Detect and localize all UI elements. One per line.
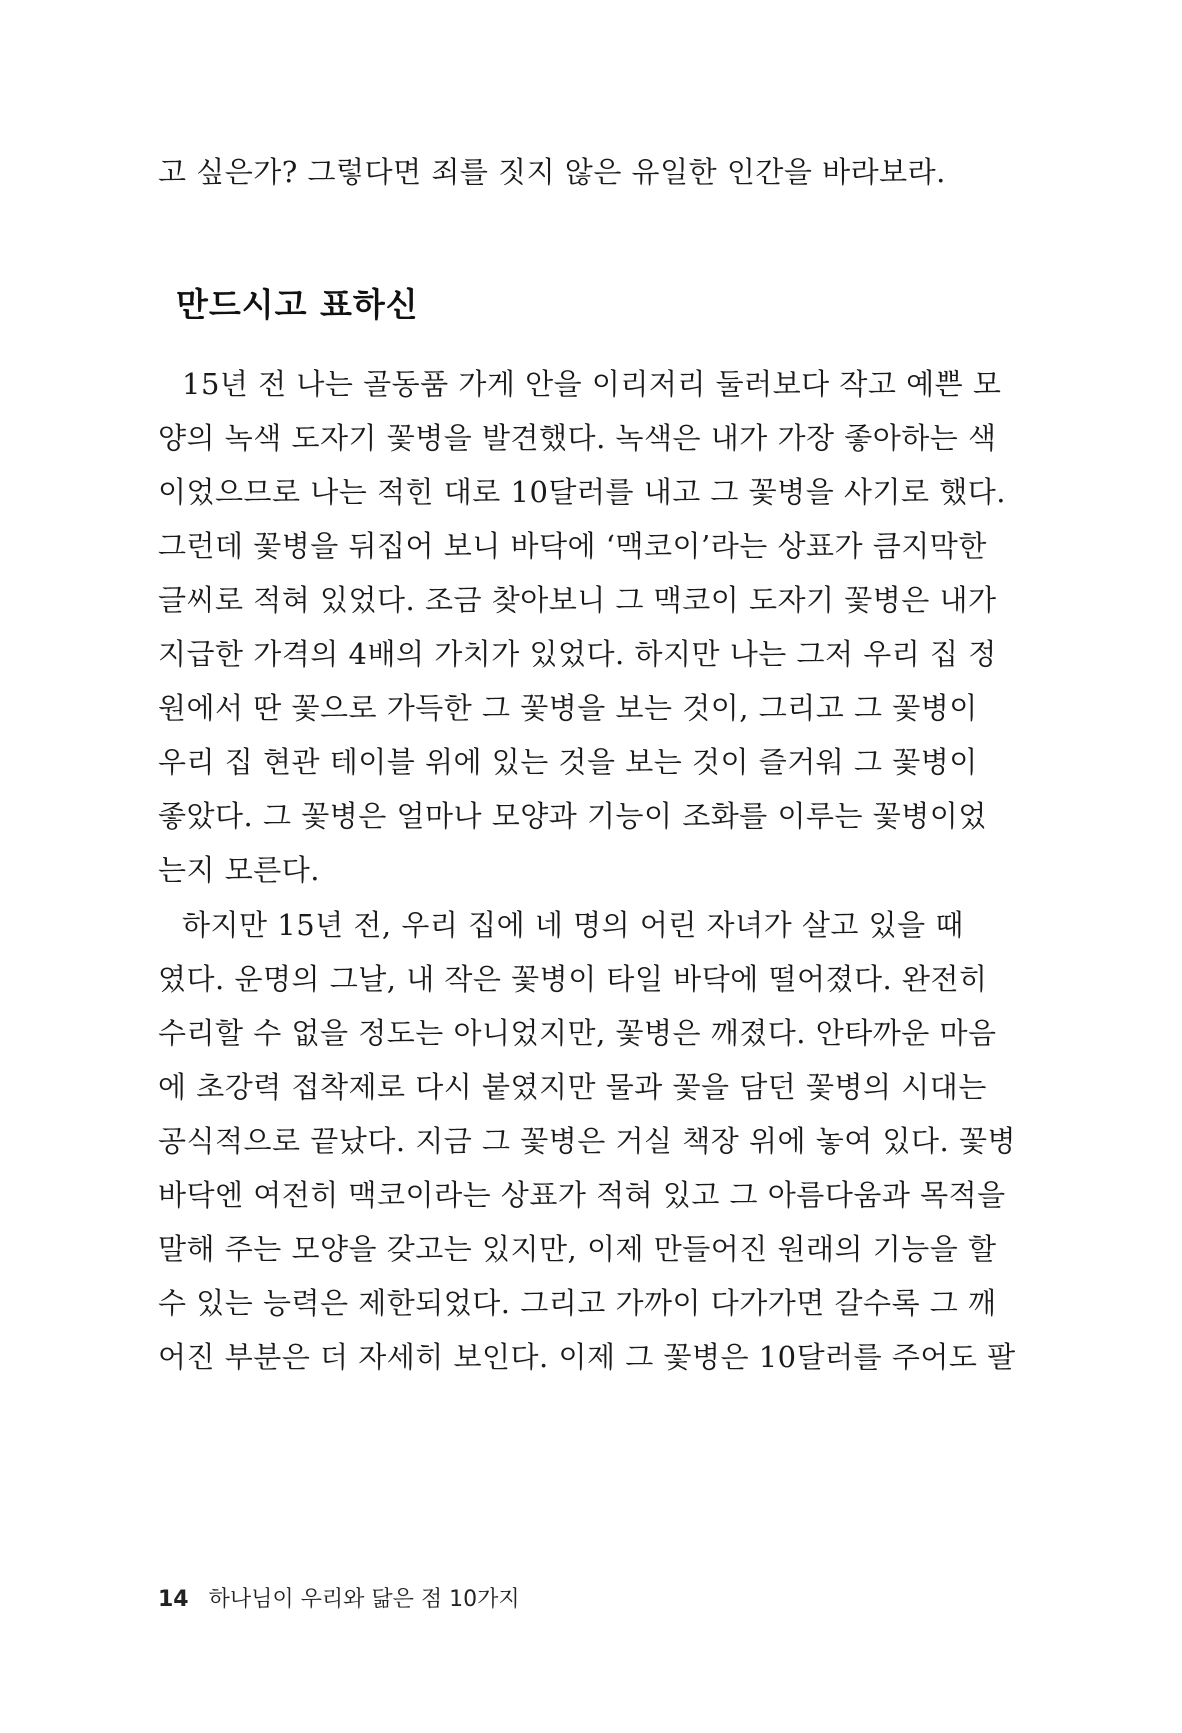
paragraph-2-line: 수 있는 능력은 제한되었다. 그리고 가까이 다가가면 갈수록 그 깨 (158, 1286, 997, 1320)
paragraph-2-line: 였다. 운명의 그날, 내 작은 꽃병이 타일 바닥에 떨어졌다. 완전히 (158, 962, 988, 996)
paragraph-2-line: 어진 부분은 더 자세히 보인다. 이제 그 꽃병은 10달러를 주어도 팔 (158, 1340, 1016, 1374)
paragraph-1-line: 이었으므로 나는 적힌 대로 10달러를 내고 그 꽃병을 사기로 했다. (158, 475, 1006, 509)
paragraph-2-line: 공식적으로 끝났다. 지금 그 꽃병은 거실 책장 위에 놓여 있다. 꽃병 (158, 1124, 1016, 1158)
paragraph-1-line: 좋았다. 그 꽃병은 얼마나 모양과 기능이 조화를 이루는 꽃병이었 (158, 799, 987, 833)
paragraph-1-line: 양의 녹색 도자기 꽃병을 발견했다. 녹색은 내가 가장 좋아하는 색 (158, 421, 997, 455)
paragraph-2-line: 말해 주는 모양을 갖고는 있지만, 이제 만들어진 원래의 기능을 할 (158, 1232, 997, 1266)
paragraph-1-line: 글씨로 적혀 있었다. 조금 찾아보니 그 맥코이 도자기 꽃병은 내가 (158, 583, 997, 617)
paragraph-1-line: 지급한 가격의 4배의 가치가 있었다. 하지만 나는 그저 우리 집 정 (158, 637, 997, 671)
paragraph-1-line: 우리 집 현관 테이블 위에 있는 것을 보는 것이 즐거워 그 꽃병이 (158, 745, 978, 779)
paragraph-1-line: 원에서 딴 꽃으로 가득한 그 꽃병을 보는 것이, 그리고 그 꽃병이 (158, 691, 978, 725)
page-footer (158, 1585, 520, 1615)
paragraph-2-line: 수리할 수 없을 정도는 아니었지만, 꽃병은 깨졌다. 안타까운 마음 (158, 1016, 997, 1050)
page-number: 14 (158, 1587, 189, 1612)
paragraph-1-line: 그런데 꽃병을 뒤집어 보니 바닥에 ‘맥코이’라는 상표가 큼지막한 (158, 529, 987, 563)
paragraph-2-line: 하지만 15년 전, 우리 집에 네 명의 어린 자녀가 살고 있을 때 (182, 908, 964, 942)
section-heading: 만드시고 표하신 (176, 285, 419, 324)
running-title: 하나님이 우리와 닮은 점 10가지 (208, 1587, 520, 1612)
paragraph-2-line: 바닥엔 여전히 맥코이라는 상표가 적혀 있고 그 아름다움과 목적을 (158, 1178, 1006, 1212)
paragraph-1-line: 는지 모른다. (158, 853, 321, 887)
intro-line: 고 싶은가? 그렇다면 죄를 짓지 않은 유일한 인간을 바라보라. (158, 155, 946, 189)
paragraph-2-line: 에 초강력 접착제로 다시 붙였지만 물과 꽃을 담던 꽃병의 시대는 (158, 1070, 987, 1104)
paragraph-1-line: 15년 전 나는 골동품 가게 안을 이리저리 둘러보다 작고 예쁜 모 (182, 367, 1002, 401)
